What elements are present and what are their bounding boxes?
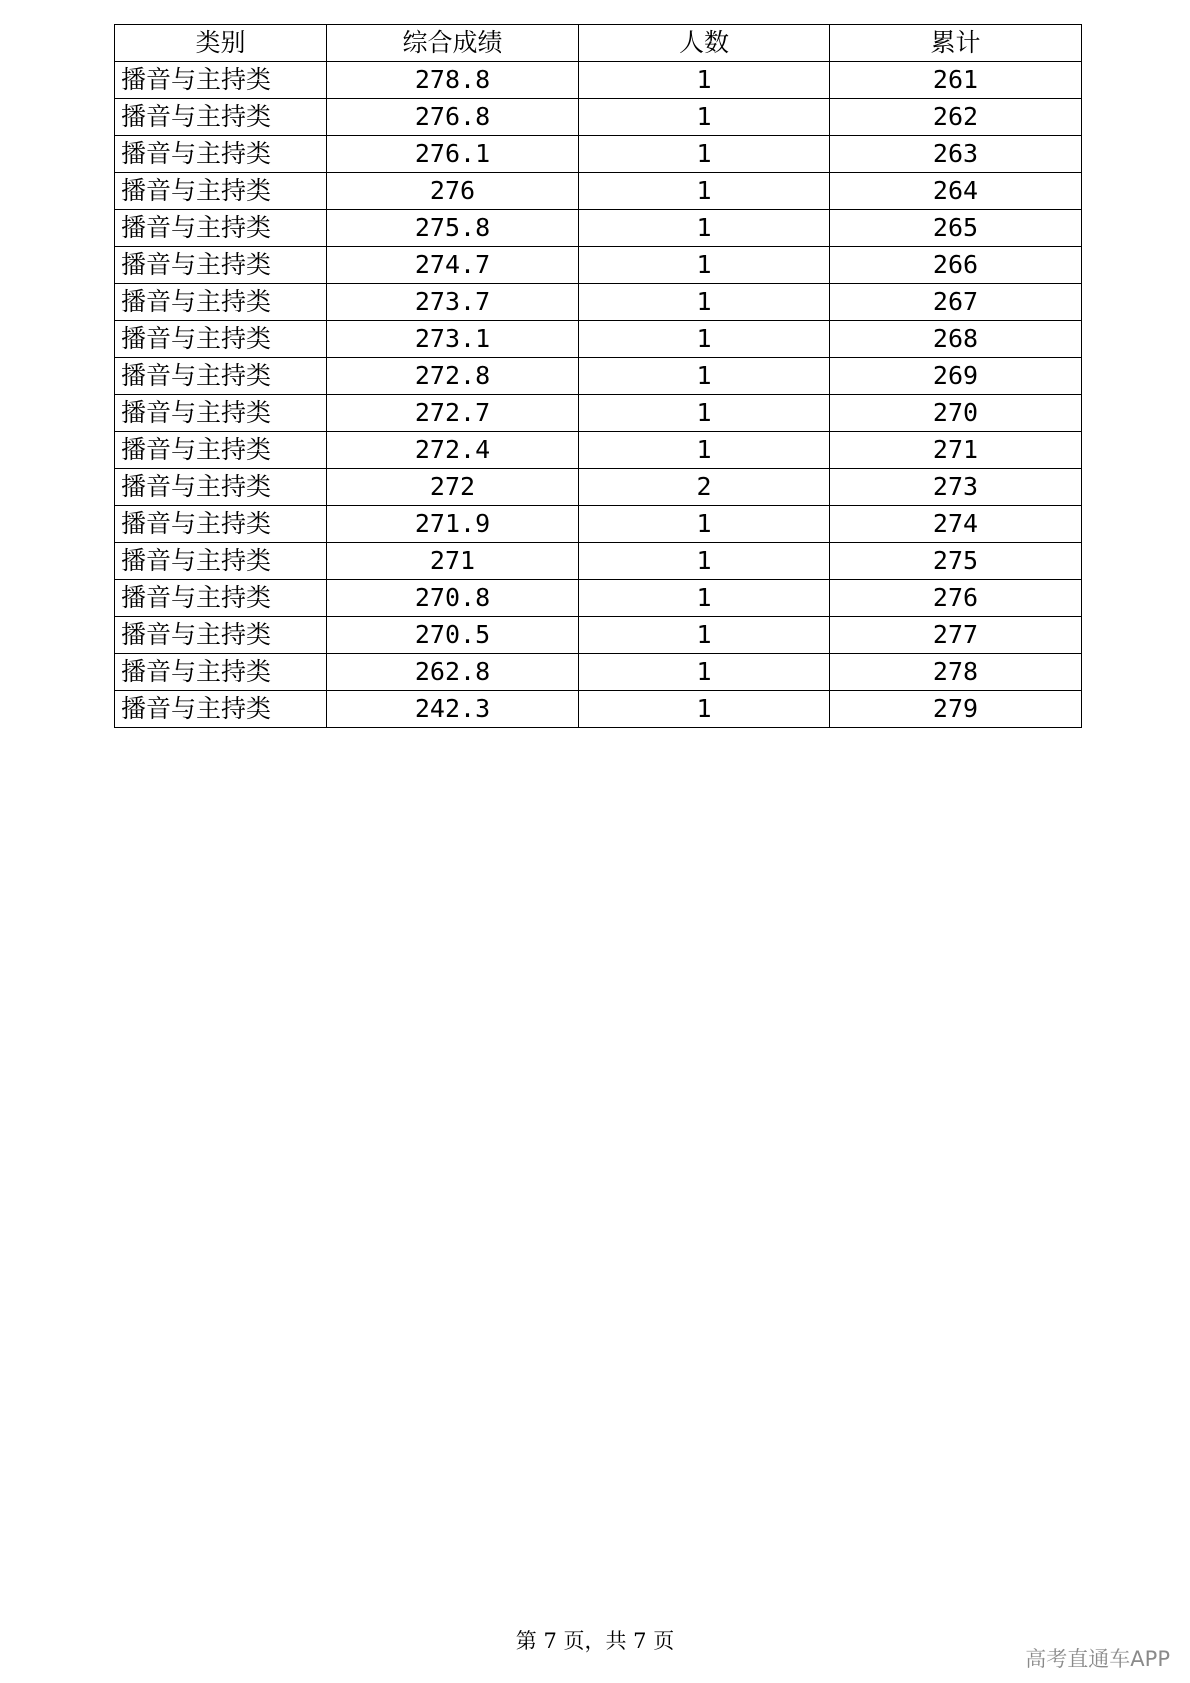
table-row [115, 284, 1082, 321]
cell-count: 1 [579, 654, 830, 691]
cell-category: 播音与主持类 [115, 543, 327, 580]
table-row [115, 62, 1082, 99]
cell-category: 播音与主持类 [115, 284, 327, 321]
cell-category: 播音与主持类 [115, 506, 327, 543]
table-row [115, 173, 1082, 210]
cell-cumulative: 278 [830, 654, 1082, 691]
cell-count: 1 [579, 358, 830, 395]
cell-cumulative: 270 [830, 395, 1082, 432]
cell-category: 播音与主持类 [115, 99, 327, 136]
cell-count: 1 [579, 173, 830, 210]
cell-cumulative: 269 [830, 358, 1082, 395]
cell-count: 1 [579, 210, 830, 247]
cell-score: 273.1 [327, 321, 579, 358]
cell-category: 播音与主持类 [115, 358, 327, 395]
cell-cumulative: 261 [830, 62, 1082, 99]
cell-cumulative: 267 [830, 284, 1082, 321]
score-table [114, 24, 1082, 728]
table-row [115, 99, 1082, 136]
table-row [115, 432, 1082, 469]
cell-cumulative: 273 [830, 469, 1082, 506]
cell-count: 1 [579, 62, 830, 99]
cell-cumulative: 264 [830, 173, 1082, 210]
cell-category: 播音与主持类 [115, 432, 327, 469]
cell-count: 1 [579, 432, 830, 469]
cell-score: 278.8 [327, 62, 579, 99]
cell-score: 272.7 [327, 395, 579, 432]
cell-count: 1 [579, 691, 830, 728]
table-row [115, 617, 1082, 654]
table-row [115, 543, 1082, 580]
cell-score: 275.8 [327, 210, 579, 247]
cell-category: 播音与主持类 [115, 210, 327, 247]
cell-cumulative: 279 [830, 691, 1082, 728]
table-header-row [115, 25, 1082, 62]
cell-cumulative: 263 [830, 136, 1082, 173]
cell-count: 1 [579, 543, 830, 580]
table-row [115, 469, 1082, 506]
cell-count: 1 [579, 321, 830, 358]
cell-count: 1 [579, 284, 830, 321]
cell-category: 播音与主持类 [115, 617, 327, 654]
table-row [115, 691, 1082, 728]
cell-score: 262.8 [327, 654, 579, 691]
cell-category: 播音与主持类 [115, 173, 327, 210]
cell-count: 1 [579, 617, 830, 654]
watermark-text: 高考直通车APP [1025, 1647, 1170, 1671]
cell-score: 270.8 [327, 580, 579, 617]
cell-score: 276.1 [327, 136, 579, 173]
cell-cumulative: 262 [830, 99, 1082, 136]
header-score: 综合成绩 [327, 25, 579, 62]
cell-category: 播音与主持类 [115, 247, 327, 284]
cell-score: 272 [327, 469, 579, 506]
table-row [115, 580, 1082, 617]
table-row [115, 247, 1082, 284]
header-category: 类别 [115, 25, 327, 62]
table-row [115, 321, 1082, 358]
cell-category: 播音与主持类 [115, 469, 327, 506]
table-row [115, 395, 1082, 432]
table-body [115, 62, 1082, 728]
cell-score: 270.5 [327, 617, 579, 654]
cell-cumulative: 277 [830, 617, 1082, 654]
cell-count: 1 [579, 580, 830, 617]
cell-score: 271.9 [327, 506, 579, 543]
table-row [115, 506, 1082, 543]
cell-score: 272.4 [327, 432, 579, 469]
cell-count: 1 [579, 395, 830, 432]
cell-cumulative: 276 [830, 580, 1082, 617]
cell-count: 1 [579, 99, 830, 136]
cell-category: 播音与主持类 [115, 62, 327, 99]
cell-category: 播音与主持类 [115, 395, 327, 432]
cell-score: 242.3 [327, 691, 579, 728]
cell-score: 276 [327, 173, 579, 210]
table-row [115, 210, 1082, 247]
cell-category: 播音与主持类 [115, 136, 327, 173]
cell-category: 播音与主持类 [115, 321, 327, 358]
page-number: 第 7 页，共 7 页 [515, 1629, 675, 1653]
header-cumulative: 累计 [830, 25, 1082, 62]
cell-cumulative: 268 [830, 321, 1082, 358]
cell-category: 播音与主持类 [115, 580, 327, 617]
cell-category: 播音与主持类 [115, 654, 327, 691]
table-row [115, 654, 1082, 691]
cell-cumulative: 275 [830, 543, 1082, 580]
table-row [115, 358, 1082, 395]
table-row [115, 136, 1082, 173]
cell-cumulative: 266 [830, 247, 1082, 284]
cell-cumulative: 274 [830, 506, 1082, 543]
cell-count: 1 [579, 506, 830, 543]
cell-count: 1 [579, 136, 830, 173]
cell-category: 播音与主持类 [115, 691, 327, 728]
cell-cumulative: 265 [830, 210, 1082, 247]
cell-count: 2 [579, 469, 830, 506]
cell-cumulative: 271 [830, 432, 1082, 469]
cell-score: 272.8 [327, 358, 579, 395]
cell-count: 1 [579, 247, 830, 284]
cell-score: 274.7 [327, 247, 579, 284]
cell-score: 271 [327, 543, 579, 580]
cell-score: 273.7 [327, 284, 579, 321]
cell-score: 276.8 [327, 99, 579, 136]
header-count: 人数 [579, 25, 830, 62]
